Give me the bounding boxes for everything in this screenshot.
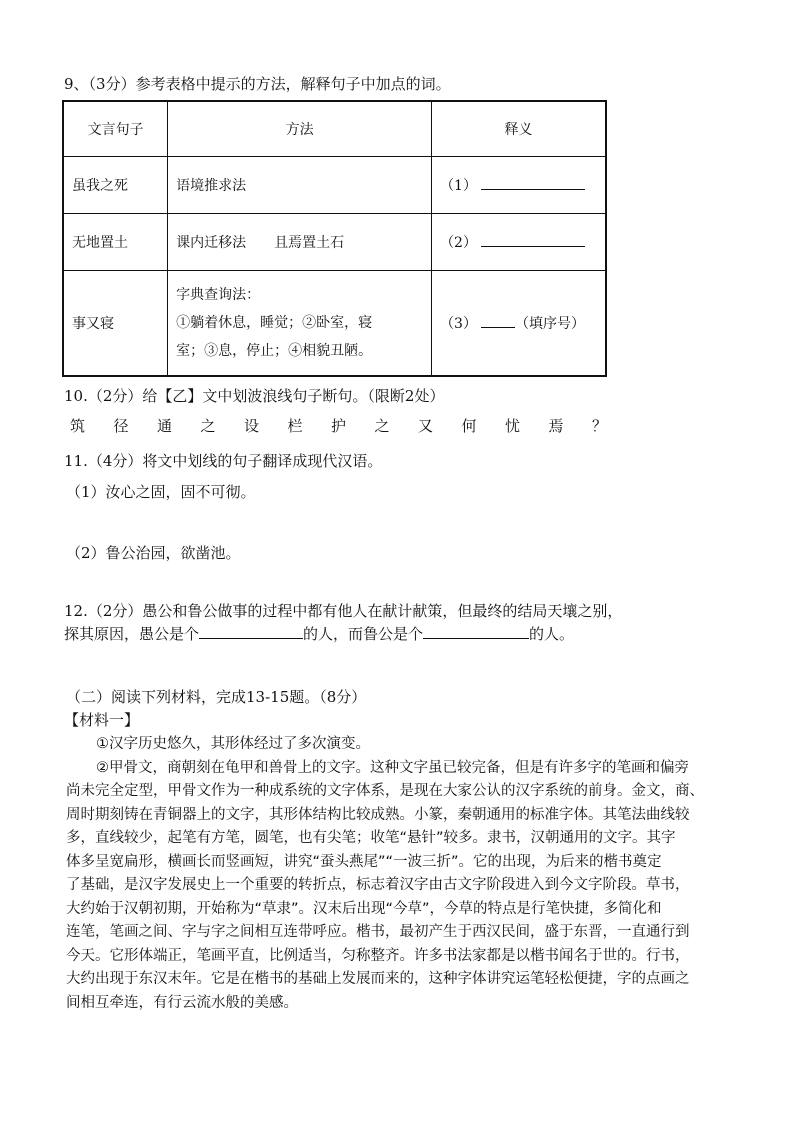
row2-blank[interactable]	[481, 232, 585, 247]
table-row	[63, 157, 606, 214]
material-line: 体多呈宽扁形，横画长而竖画短，讲究“蚕头燕尾”“一波三折”。它的出现，为后来的楷书奠定	[66, 853, 662, 870]
row3-method-line2: 室；③息，停止；④相貌丑陋。	[176, 343, 373, 359]
row3-sentence: 事又寝	[63, 271, 168, 377]
row3-method	[168, 271, 432, 377]
material-text	[66, 733, 706, 1015]
q10-char: ？	[592, 417, 608, 435]
q11-title: 11.（4分）将文中划线的句子翻译成现代汉语。	[64, 452, 383, 470]
material-line: ①汉字历史悠久，其形体经过了多次演变。	[96, 736, 370, 752]
q10-char: 护	[331, 417, 347, 435]
q10-title: 10.（2分）给【乙】文中划波浪线句子断句。（限断2处）	[64, 387, 445, 405]
q10-char: 之	[200, 417, 216, 435]
row1-sentence: 虽我之死	[63, 157, 168, 214]
row1-label: （1）	[440, 178, 477, 194]
material-label: 【材料一】	[64, 711, 140, 729]
material-line: 尚未完全定型，甲骨文作为一种成系统的文字体系，是现在大家公认的汉字系统的前身。金文，商、	[66, 783, 704, 799]
q12-blank-1[interactable]	[199, 624, 303, 639]
section2-title: （二）阅读下列材料，完成13-15题。（8分）	[66, 688, 367, 706]
q10-char: 筑	[70, 417, 86, 435]
header-method: 方法	[168, 101, 432, 157]
q12-text-b: 的人，而鲁公是个	[303, 625, 424, 643]
q10-char: 通	[157, 417, 173, 435]
row2-method: 课内迁移法 且焉置土石	[168, 214, 432, 271]
q10-char: 忧	[505, 417, 521, 435]
q12-text-a: 探其原因，愚公是个	[64, 625, 200, 643]
row1-answer	[432, 157, 606, 214]
q10-char: 径	[113, 417, 129, 435]
q12-blank-2[interactable]	[423, 624, 529, 639]
row1-method: 语境推求法	[168, 157, 432, 214]
material-line: 间相互牵连，有行云流水般的美感。	[66, 994, 298, 1011]
row2-label: （2）	[440, 235, 477, 251]
material-line: 了基础，是汉字发展史上一个重要的转折点，标志着汉字由古文字阶段进入到今文字阶段。草书，	[66, 877, 690, 893]
q12-line2	[64, 624, 574, 644]
table-row	[63, 271, 606, 377]
q10-char: 之	[374, 417, 390, 435]
material-line: 今天。它形体端正，笔画平直，比例适当，匀称整齐。许多书法家都是以楷书闻名于世的。行书，	[66, 947, 690, 964]
q11-item-1: （1）汝心之固，固不可彻。	[66, 483, 256, 501]
header-meaning: 释义	[432, 101, 606, 157]
q10-char: 栏	[287, 417, 303, 435]
q9-title: 9、（3分）参考表格中提示的方法，解释句子中加点的词。	[64, 75, 451, 93]
q12-text-c: 的人。	[529, 625, 575, 643]
table-row	[63, 214, 606, 271]
material-line: 大约始于汉朝初期，开始称为“草隶”。汉末后出现“今草”，今草的特点是行笔快捷，多简化和	[66, 900, 662, 917]
q9-table	[62, 100, 607, 377]
q11-item-2: （2）鲁公治园，欲凿池。	[66, 544, 241, 562]
q10-chars	[70, 416, 636, 436]
material-line: 连笔，笔画之间、字与字之间相互连带呼应。楷书，最初产生于西汉民间，盛于东晋，一直通行到	[66, 924, 690, 940]
row2-answer	[432, 214, 606, 271]
row3-method-title: 字典查询法：	[176, 287, 261, 303]
row3-answer	[432, 271, 606, 377]
header-sentence: 文言句子	[63, 101, 168, 157]
row1-blank[interactable]	[481, 175, 585, 190]
row3-method-line1: ①躺着休息，睡觉；②卧室，寝	[176, 315, 373, 331]
material-line: 周时期刻铸在青铜器上的文字，其形体结构比较成熟。小篆，秦朝通用的标准字体。其笔法曲线较	[66, 806, 690, 823]
row2-sentence: 无地置土	[63, 214, 168, 271]
q12-line1: 12.（2分）愚公和鲁公做事的过程中都有他人在献计献策，但最终的结局天壤之别，	[64, 602, 623, 620]
row3-label: （3）	[440, 316, 477, 332]
q10-char: 何	[461, 417, 477, 435]
material-line: 大约出现于东汉末年。它是在楷书的基础上发展而来的，这种字体讲究运笔轻松便捷，字的点画之	[66, 971, 690, 987]
q10-char: 设	[244, 417, 260, 435]
row3-hint: （填序号）	[514, 316, 585, 332]
q10-char: 焉	[548, 417, 564, 435]
q10-char: 又	[418, 417, 434, 435]
material-line: 多，直线较少，起笔有方笔，圆笔，也有尖笔；收笔“悬针”较多。隶书，汉朝通用的文字。其字	[66, 830, 676, 846]
row3-blank[interactable]	[481, 313, 515, 328]
table-header-row	[63, 101, 606, 157]
material-line: ②甲骨文，商朝刻在龟甲和兽骨上的文字。这种文字虽已较完备，但是有许多字的笔画和偏旁	[96, 759, 689, 776]
